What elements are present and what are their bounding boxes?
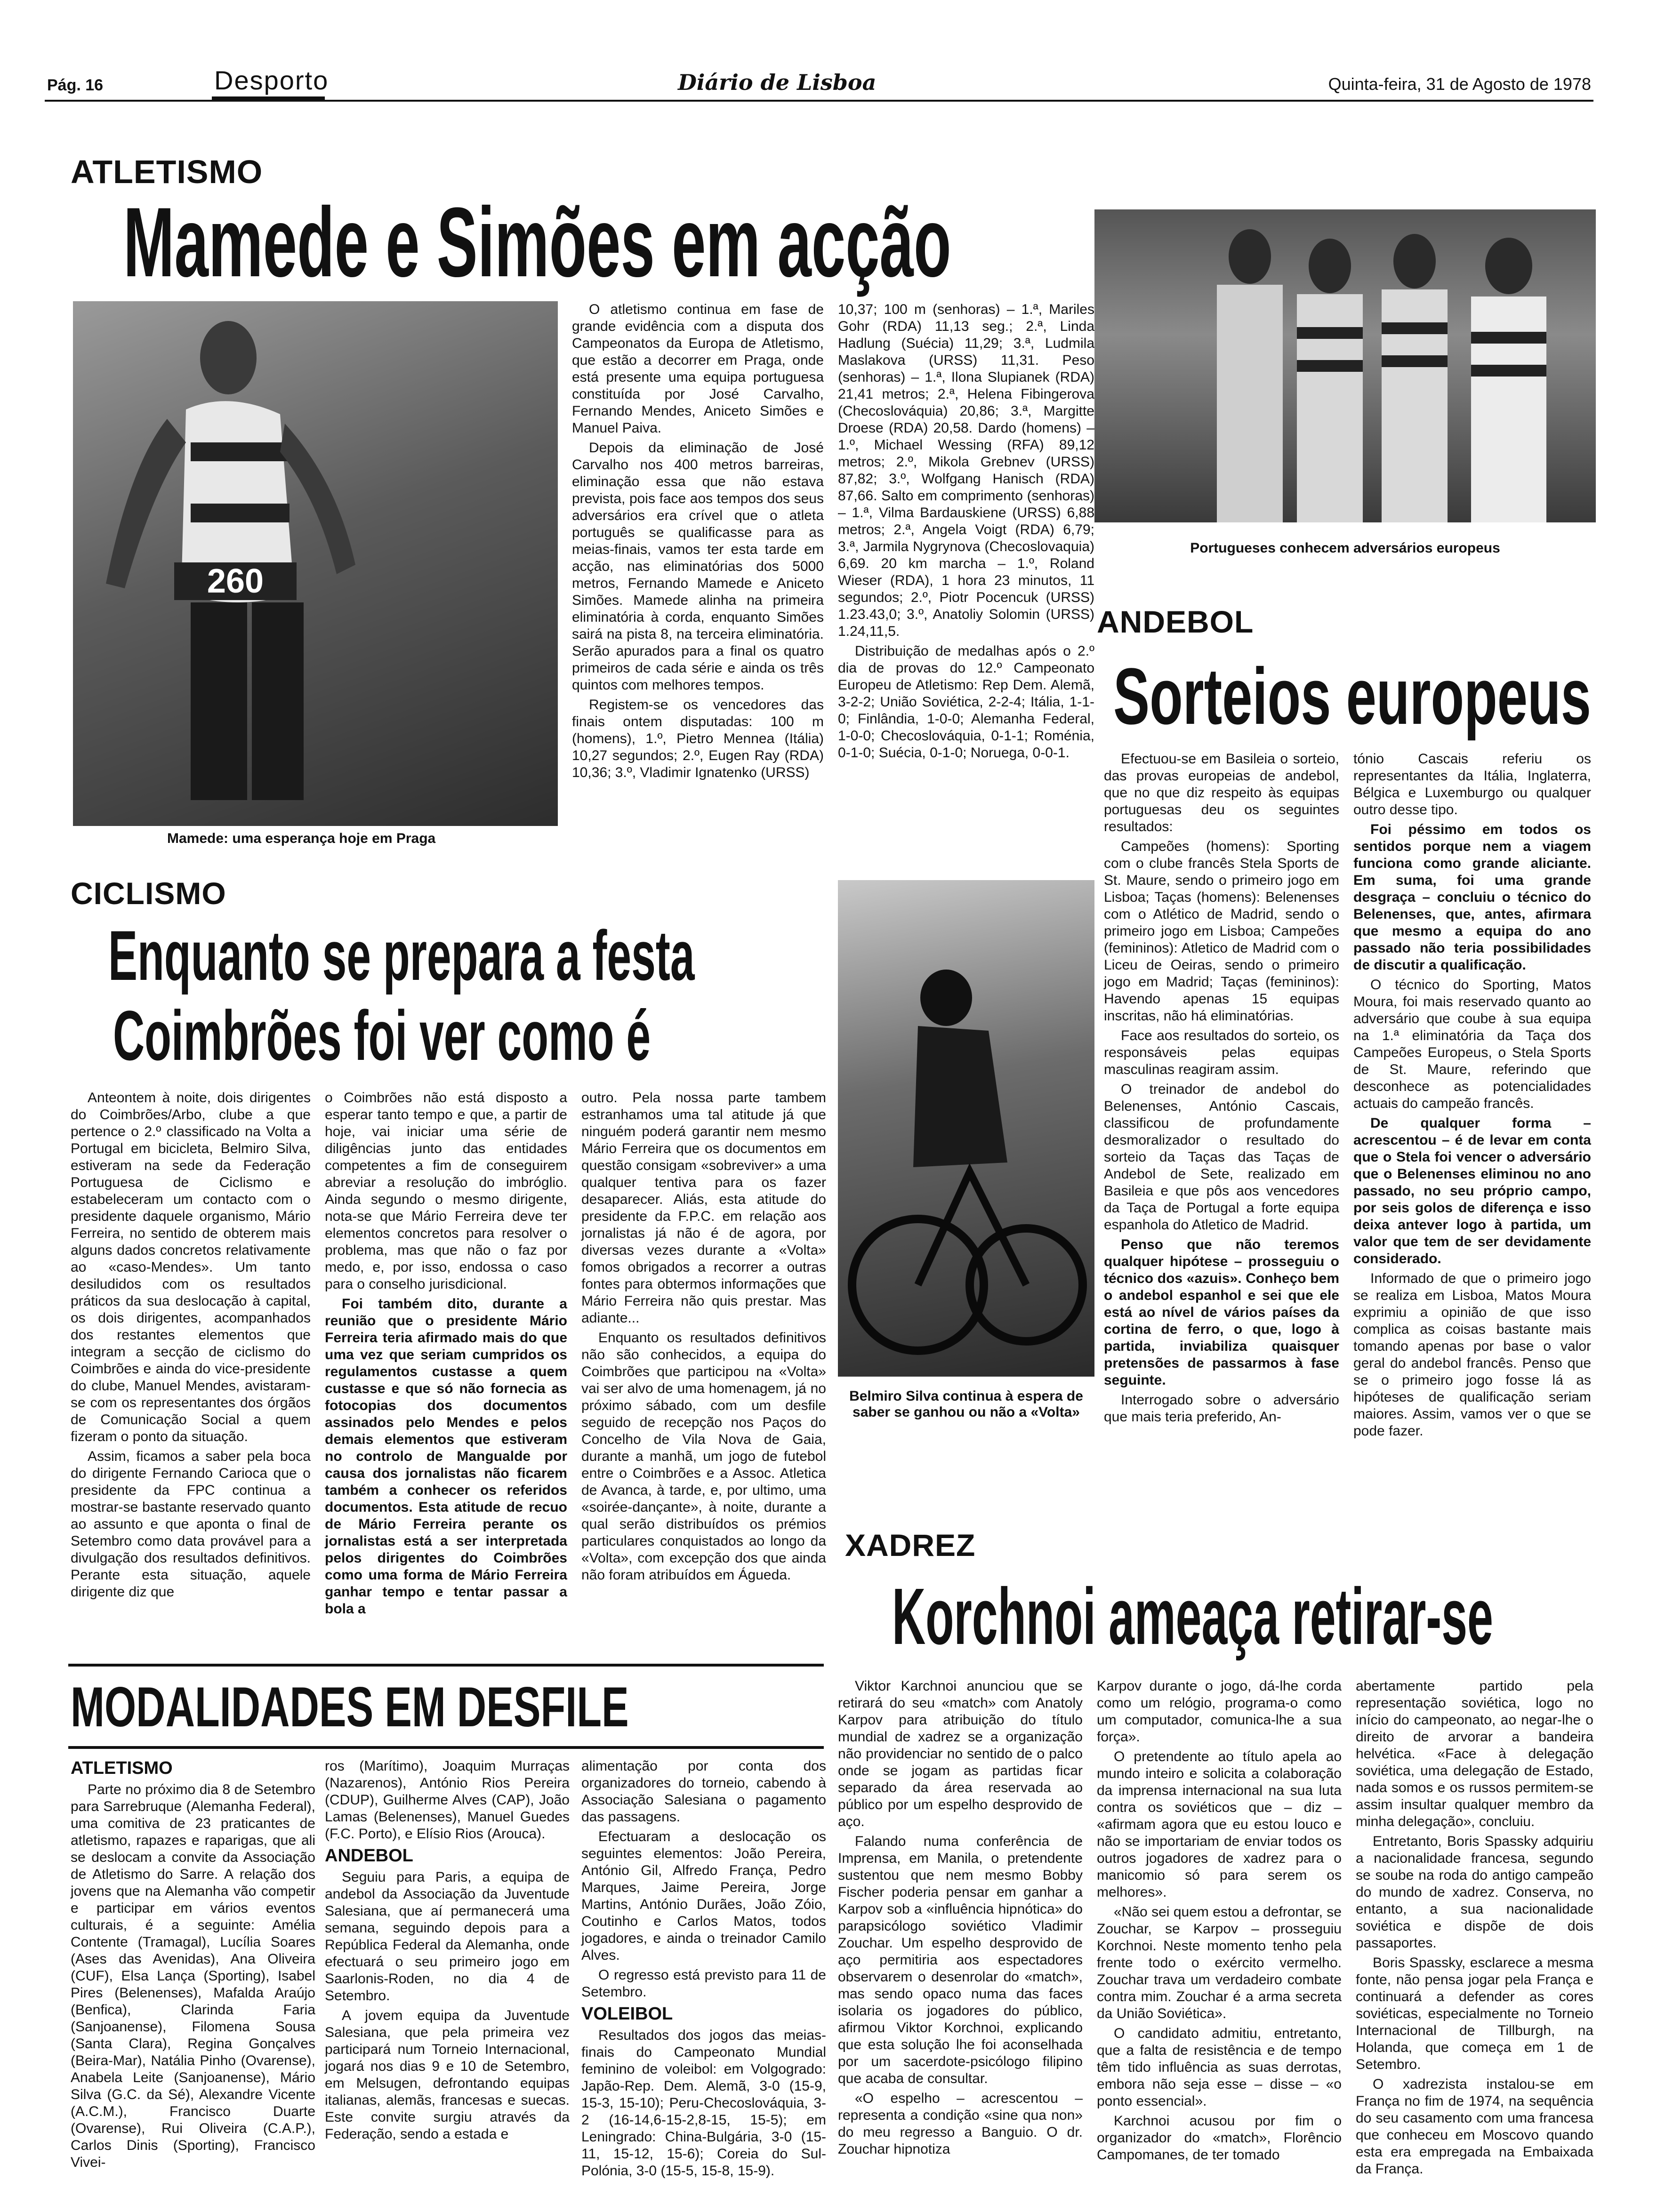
paragraph: Foi péssimo em todos os sentidos porque nem a viagem funciona como grande aliciante. Em suma, foi uma grande desgraça – concluiu o técnico do Belenenses, que, antes, afirmara que mesmo a equipa do ano passado não teria possibilidades de discutir a qualificação. (1353, 822, 1591, 973)
photo-belmiro-silva (838, 880, 1094, 1377)
kicker-xadrez: XADREZ (845, 1528, 976, 1563)
photo-portugueses (1094, 209, 1596, 522)
paragraph: Interrogado sobre o adversário que mais teria preferido, An- (1104, 1392, 1339, 1425)
paragraph: alimentação por conta dos organizadores do torneio, cabendo à Associação Salesiana o pagamento das passagens. (581, 1758, 826, 1825)
paragraph: ros (Marítimo), Joaquim Murraças (Nazarenos), António Rios Pereira (CDUP), Guilherme Alves (CAP), João Lamas (Belenenses), Manuel Guedes (F.C. Porto), e Elísio Rios (Arouca). (325, 1758, 570, 1842)
paragraph: Anteontem à noite, dois dirigentes do Coimbrões/Arbo, clube a que pertence o 2.º classificado na Volta a Portugal em bicicleta, Belmiro Silva, estiveram na sede da Federação Portuguesa de Ciclismo e estabeleceram um contacto com o presidente daquele organismo, Mário Ferreira, no sentido de obterem mais alguns dados concretos relativamente ao «caso-Mendes». Um tanto desiludidos com os resultados práticos da sua deslocação à capital, os dois dirigentes, acompanhados dos restantes elementos que integram a secção de ciclismo do Coimbrões e ainda do vice-presidente do clube, Manuel Mendes, avistaram-se com os representantes dos órgãos de Comunicação Social a quem fizeram o ponto da situação. (71, 1090, 311, 1444)
modalidades-column-1 (71, 1758, 315, 2174)
paragraph: O treinador de andebol do Belenenses, António Cascais, classificou de profundamente desmoralizador o resultado do sorteio da Taças das Taças de Andebol de Sete, realizado em Basileia e que pôs aos vencedores da Taça de Portugal a forte equipa espanhola do Atletico de Madrid. (1104, 1082, 1339, 1233)
paragraph: Enquanto os resultados definitivos não são conhecidos, a equipa do Coimbrões que participou na «Volta» vai ser alvo de uma homenagem, já no próximo sábado, com um desfile seguido de recepção nos Paços do Concelho de Vila Nova de Gaia, durante a manhã, um jogo de futebol entre o Coimbrões e a Assoc. Atletica de Avanca, à tarde, e, por ultimo, uma «soirée-dançante», à noite, durante a qual serão distribuídos os prémios particulares conquistados ao longo da «Volta», com excepção dos que ainda não foram atribuídos em Águeda. (581, 1330, 826, 1583)
ciclismo-column-3 (581, 1090, 826, 1587)
kicker-ciclismo: CICLISMO (71, 876, 226, 911)
paragraph: Informado de que o primeiro jogo se realiza em Lisboa, Matos Moura exprimiu a opinião de que isso complica as coisas bastante mais tomando apenas por base o valor geral do andebol francês. Penso que se o primeiro jogo fosse lá as hipóteses de qualificação seriam maiores. Assim, vamos ver o que se pode fazer. (1353, 1271, 1591, 1439)
paragraph: O xadrezista instalou-se em França no fim de 1974, na sequência do seu casamento com uma francesa que conheceu em Moscovo quando esta era empregada na Embaixada da França. (1356, 2076, 1593, 2177)
paragraph: «Não sei quem estou a defrontar, se Zouchar, se Karpov – prosseguiu Korchnoi. Neste momento tenho pela frente todo o exército vermelho. Zouchar trava um verdadeiro combate contra mim. Zouchar é a arma secreta da União Soviética». (1097, 1904, 1342, 2021)
paragraph: tónio Cascais referiu os representantes da Itália, Inglaterra, Bélgica e Luxemburgo ou qualquer outro desse tipo. (1353, 751, 1591, 817)
paragraph: Face aos resultados do sorteio, os responsáveis pelas equipas masculinas reagiram assim. (1104, 1028, 1339, 1077)
paragraph: abertamente partido pela representação soviética, logo no início do campeonato, ao negar-lhe o direito de arvorar a bandeira helvética. «Face à delegação soviética, uma delegação de Estado, nada somos e os russos permitem-se assim insultar qualquer membro da minha delegação», concluiu. (1356, 1678, 1593, 1829)
modalidades-top-rule (68, 1664, 824, 1667)
paragraph: Falando numa conferência de Imprensa, em Manila, o pretendente sustentou que nem mesmo Bobby Fischer poderia pensar em ganhar a Karpov sob a «influência hipnótica» do parapsicólogo soviético Vladimir Zouchar. Um espelho desprovido de aço permitiria aos espectadores observarem o desenrolar do «match», mas sendo opaco numa das faces isolaria os jogadores do público, afirmou Viktor Korchnoi, explicando que esta solução lhe foi aconselhada por um sacerdote-psicólogo filipino que acaba de consultar. (838, 1834, 1083, 2086)
xadrez-column-2 (1097, 1678, 1342, 2166)
subhead-voleibol: VOLEIBOL (581, 2004, 673, 2024)
paragraph: outro. Pela nossa parte tambem estranhamos uma tal atitude já que ninguém poderá garantir nem mesmo Mário Ferreira que os documentos em questão consigam «sobreviver» a uma qualquer tentiva para os fazer desaparecer. Aliás, esta atitude do presidente da F.P.C. em relação aos jornalistas já não é de agora, por diversas vezes durante a «Volta» fomos obrigados a recorrer a outras fontes para obtermos informações que Mário Ferreira não quis prestar. Mas adiante... (581, 1090, 826, 1326)
caption-mamede: Mamede: uma esperança hoje em Praga (167, 831, 436, 846)
paragraph: o Coimbrões não está disposto a esperar tanto tempo e que, a partir de hoje, vai iniciar uma série de diligências junto das entidades competentes a fim de conseguirem abreviar a resolução do imbróglio. Ainda segundo o mesmo dirigente, nota-se que Mário Ferreira deve ter elementos concretos para resolver o problema, mas que não o faz por medo, e, por isso, endossa o caso para o conselho jurisdicional. (325, 1090, 567, 1292)
caption-belmiro-silva: Belmiro Silva continua à espera de saber se ganhou ou não a «Volta» (849, 1388, 1083, 1420)
paragraph: Depois da eliminação de José Carvalho nos 400 metros barreiras, eliminação essa que não estava prevista, pois face aos tempos dos seus adversários era crível que o atleta português se qualificasse para as meias-finais, vamos ter esta tarde em acção, nas eliminatórias dos 5000 metros, Fernando Mamede e Aniceto Simões. Mamede alinha na primeira eliminatória à corda, enquanto Simões sairá na pista 8, na terceira eliminatória. Serão apurados para a final os quatro primeiros de cada série e ainda os três quintos com melhores tempos. (572, 440, 824, 693)
paragraph: Campeões (homens): Sporting com o clube francês Stela Sports de St. Maure, sendo o primeiro jogo em Lisboa; Taças (homens): Belenenses com o Atlético de Madrid, sendo o primeiro jogo em Lisboa; Campeões (femininos): Atletico de Madrid com o Liceu de Oeiras, sendo o primeiro jogo em Madrid; Taças (femininos): Havendo apenas 15 equipas inscritas, não há eliminatórias. (1104, 839, 1339, 1024)
group-illustration (1094, 209, 1596, 522)
headline-atletismo: Mamede e Simões em acção (123, 187, 951, 297)
photo-bib-number: 260 (207, 562, 264, 600)
headline-modalidades: MODALIDADES EM DESFILE (71, 1675, 629, 1739)
atletismo-column-2 (838, 301, 1094, 764)
paragraph: Assim, ficamos a saber pela boca do dirigente Fernando Carioca que o presidente da FPC continua a mostrar-se bastante reservado quanto ao assunto e que aponta o final de Setembro como data provável para a divulgação dos resultados definitivos. Perante esta situação, aquele dirigente diz que (71, 1449, 311, 1600)
newspaper-name: Diário de Lisboa (678, 70, 877, 95)
issue-date: Quinta-feira, 31 de Agosto de 1978 (1328, 74, 1591, 94)
cyclist-illustration (838, 880, 1094, 1377)
subhead-atletismo: ATLETISMO (71, 1758, 173, 1778)
subhead-andebol: ANDEBOL (325, 1846, 413, 1866)
paragraph: O pretendente ao título apela ao mundo inteiro e solicita a colaboração da imprensa internacional na sua luta contra os soviéticos que – diz – «afirmam agora que eu estou louco e não se importariam de enviar todos os outros jogadores de xadrez para o manicomio só para serem os melhores». (1097, 1749, 1342, 1900)
paragraph: O técnico do Sporting, Matos Moura, foi mais reservado quanto ao adversário que coube à sua equipa na 1.ª eliminatória da Taça dos Campeões Europeus, o Stela Sports de St. Maure, referindo que desconhece as potencialidades actuais do campeão francês. (1353, 977, 1591, 1111)
ciclismo-column-1 (71, 1090, 311, 1603)
paragraph: Entretanto, Boris Spassky adquiriu a nacionalidade francesa, segundo se soube na roda do antigo campeão do mundo de xadrez. Conserva, no entanto, a sua nacionalidade soviética e dispõe de dois passaportes. (1356, 1834, 1593, 1951)
paragraph: Foi também dito, durante a reunião que o presidente Mário Ferreira teria afirmado mais do que uma vez que seriam cumpridos os regulamentos custasse a quem custasse e que só não fornecia as fotocopias dos documentos assinados pelo Mendes e pelos demais elementos que estiveram no controlo de Mangualde por causa dos jornalistas não ficarem também a conhecer os referidos documentos. Esta atitude de recuo de Mário Ferreira perante os jornalistas está a ser interpretada pelos dirigentes do Coimbrões como uma forma de Mário Ferreira ganhar tempo e tentar passar a bola a (325, 1296, 567, 1617)
headline-ciclismo-line-1: Enquanto se prepara a festa (108, 916, 695, 995)
paragraph: Karchnoi acusou por fim o organizador do «match», Florêncio Campomanes, de ter tomado (1097, 2113, 1342, 2163)
masthead-rule (45, 100, 1593, 102)
andebol-column-2 (1353, 751, 1591, 1443)
runner-illustration (73, 301, 558, 826)
paragraph: Registem-se os vencedores das finais ontem disputadas: 100 m (homens), 1.º, Pietro Mennea (Itália) 10,27 segundos; 2.º, Eugen Ray (RDA) 10,36; 3.º, Vladimir Ignatenko (URSS) (572, 697, 824, 780)
ciclismo-column-2 (325, 1090, 567, 1620)
andebol-column-1 (1104, 751, 1339, 1428)
paragraph: O regresso está previsto para 11 de Setembro. (581, 1967, 826, 2000)
paragraph: Parte no próximo dia 8 de Setembro para Sarrebruque (Alemanha Federal), uma comitiva de 23 praticantes de atletismo, rapazes e raparigas, que ali se deslocam a convite da Associação de Atletismo do Sarre. A relação dos jovens que na Alemanha vão competir e participar em vários eventos culturais, é a seguinte: Amélia Contente (Tramagal), Lucília Soares (Ases das Avenidas), Ana Oliveira (CUF), Elsa Lança (Sporting), Isabel Pires (Belenenses), Mafalda Araújo (Benfica), Clarinda Faria (Sanjoanense), Filomena Sousa (Santa Clara), Regina Gonçalves (Beira-Mar), Natália Pinho (Ovarense), Anabela Leite (Sanjoanense), Mário Silva (G.C. da Sé), Alexandre Vicente (A.C.M.), Francisco Duarte (Ovarense), Rui Oliveira (C.A.P.), Carlos Dinis (Sporting), Francisco Vivei- (71, 1782, 315, 2170)
modalidades-bottom-rule (68, 1746, 824, 1749)
paragraph: Efectuou-se em Basileia o sorteio, das provas europeias de andebol, que no que diz respeito às equipas portuguesas deu os seguintes resultados: (1104, 751, 1339, 834)
paragraph: Efectuaram a deslocação os seguintes elementos: João Pereira, António Gil, Alfredo França, Pedro Marques, Jaime Pereira, Jorge Martins, António Durães, João Zóio, Coutinho e Carlos Matos, todos jogadores, e ainda o treinador Camilo Alves. (581, 1829, 826, 1963)
paragraph: Karpov durante o jogo, dá-lhe corda como um relógio, programa-o como um computador, comunica-lhe a sua força». (1097, 1678, 1342, 1745)
paragraph: «O espelho – acrescentou – representa a condição «sine qua non» do meu regresso a Banguio. O dr. Zouchar hipnotiza (838, 2091, 1083, 2157)
modalidades-column-2 (325, 1758, 570, 2146)
headline-andebol: Sorteios europeus (1113, 652, 1591, 741)
kicker-andebol: ANDEBOL (1097, 604, 1254, 639)
paragraph: A jovem equipa da Juventude Salesiana, que pela primeira vez participará num Torneio Internacional, jogará nos dias 9 e 10 de Setembro, em Melsugen, defrontando equipas italianas, alemãs, francesas e suecas. Este convite surgiu através da Federação, sendo a estada e (325, 2008, 570, 2142)
photo-mamede (73, 301, 558, 826)
paragraph: O atletismo continua em fase de grande evidência com a disputa dos Campeonatos da Europa de Atletismo, que estão a decorrer em Praga, onde está presente uma equipa portuguesa constituída por José Carvalho, Fernando Mendes, Aniceto Simões e Manuel Paiva. (572, 302, 824, 436)
paragraph: Distribuição de medalhas após o 2.º dia de provas do 12.º Campeonato Europeu de Atletismo: Rep Dem. Alemã, 3-2-2; União Soviética, 2-2-4; Itália, 1-1-0; Finlândia, 1-0-0; Alemanha Federal, 1-0-0; Checoslováquia, 0-1-1; Roménia, 0-1-0; Suécia, 0-1-0; Noruega, 0-0-1. (838, 643, 1094, 761)
page-number: Pág. 16 (47, 76, 104, 94)
xadrez-column-3 (1356, 1678, 1593, 2180)
modalidades-column-3 (581, 1758, 826, 2182)
paragraph: 10,37; 100 m (senhoras) – 1.ª, Mariles Gohr (RDA) 11,13 seg.; 2.ª, Linda Hadlung (Suécia) 11,29; 3.ª, Ludmila Maslakova (URSS) 11,31. Peso (senhoras) – 1.ª, Ilona Slupianek (RDA) 21,41 metros; 2.ª, Helena Fibingerova (Checoslováquia) 20,86; 3.ª, Margitte Droese (RDA) 20,58. Dardo (homens) – 1.º, Michael Wessing (RFA) 89,12 metros; 2.º, Mikola Grebnev (URSS) 87,82; 3.º, Wolfgang Hanisch (RDA) 87,66. Salto em comprimento (senhoras) – 1.ª, Vilma Bardauskiene (URSS) 6,88 metros; 2.ª, Angela Voigt (RDA) 6,79; 3.ª, Jarmila Nygrynova (Checoslovaquia) 6,69. 20 km marcha – 1.º, Roland Wieser (RDA), 1 hora 23 minutos, 11 segundos; 2.º, Piotr Pocencuk (URSS) 1.23.43,0; 3.º, Anatoliy Solomin (URSS) 1.24,11,5. (838, 302, 1094, 639)
headline-ciclismo-line-2: Coimbrões foi ver como é (113, 996, 651, 1075)
paragraph: De qualquer forma – acrescentou – é de levar em conta que o Stela foi vencer o adversário que o Belenenses eliminou no ano passado, no seu próprio campo, por seis golos de diferença e isso deixa antever logo à partida, um valor que tem de ser devidamente considerado. (1353, 1115, 1591, 1266)
paragraph: Penso que não teremos qualquer hipótese – prosseguiu o técnico dos «azuis». Conheço bem o andebol espanhol e sei que ele está ao nível de vários países da cortina de ferro, o que, logo à partida, inviabiliza quaisquer pretensões de passarmos à fase seguinte. (1104, 1237, 1339, 1388)
paragraph: Viktor Karchnoi anunciou que se retirará do seu «match» com Anatoly Karpov para atribuição do título mundial de xadrez se a organização não providenciar no sentido de o palco onde se jogam as partidas ficar separado da área reservada ao público por um espelho desprovido de aço. (838, 1678, 1083, 1829)
xadrez-column-1 (838, 1678, 1083, 2161)
paragraph: Boris Spassky, esclarece a mesma fonte, não pensa jogar pela França e continuará a defender as cores soviéticas, especialmente no Torneio Internacional de Tillburgh, na Holanda, que começa em 1 de Setembro. (1356, 1955, 1593, 2072)
caption-portugueses: Portugueses conhecem adversários europeus (1190, 540, 1500, 556)
section-name: Desporto (214, 65, 329, 95)
atletismo-column-1 (572, 301, 824, 784)
headline-xadrez: Korchnoi ameaça retirar-se (892, 1572, 1493, 1661)
paragraph: Seguiu para Paris, a equipa de andebol da Associação da Juventude Salesiana, que aí permanecerá uma semana, seguindo depois para a República Federal da Alemanha, onde efectuará o seu primeiro jogo em Saarlonis-Roden, no dia 4 de Setembro. (325, 1869, 570, 2004)
kicker-atletismo: ATLETISMO (71, 153, 263, 190)
paragraph: O candidato admitiu, entretanto, que a falta de resistência e de tempo têm tido influência as suas derrotas, embora não seja esse – disse – «o ponto essencial». (1097, 2026, 1342, 2109)
paragraph: Resultados dos jogos das meias-finais do Campeonato Mundial feminino de voleibol: em Volgogrado: Japão-Rep. Dem. Alemã, 3-0 (15-9, 15-3, 15-10); Peru-Checoslováquia, 3-2 (16-14,6-15-2,8-15, 15-5); em Leningrado: China-Bulgária, 3-0 (15-11, 15-12, 15-6); Coreia do Sul-Polónia, 3-0 (15-5, 15-8, 15-9). (581, 2028, 826, 2179)
